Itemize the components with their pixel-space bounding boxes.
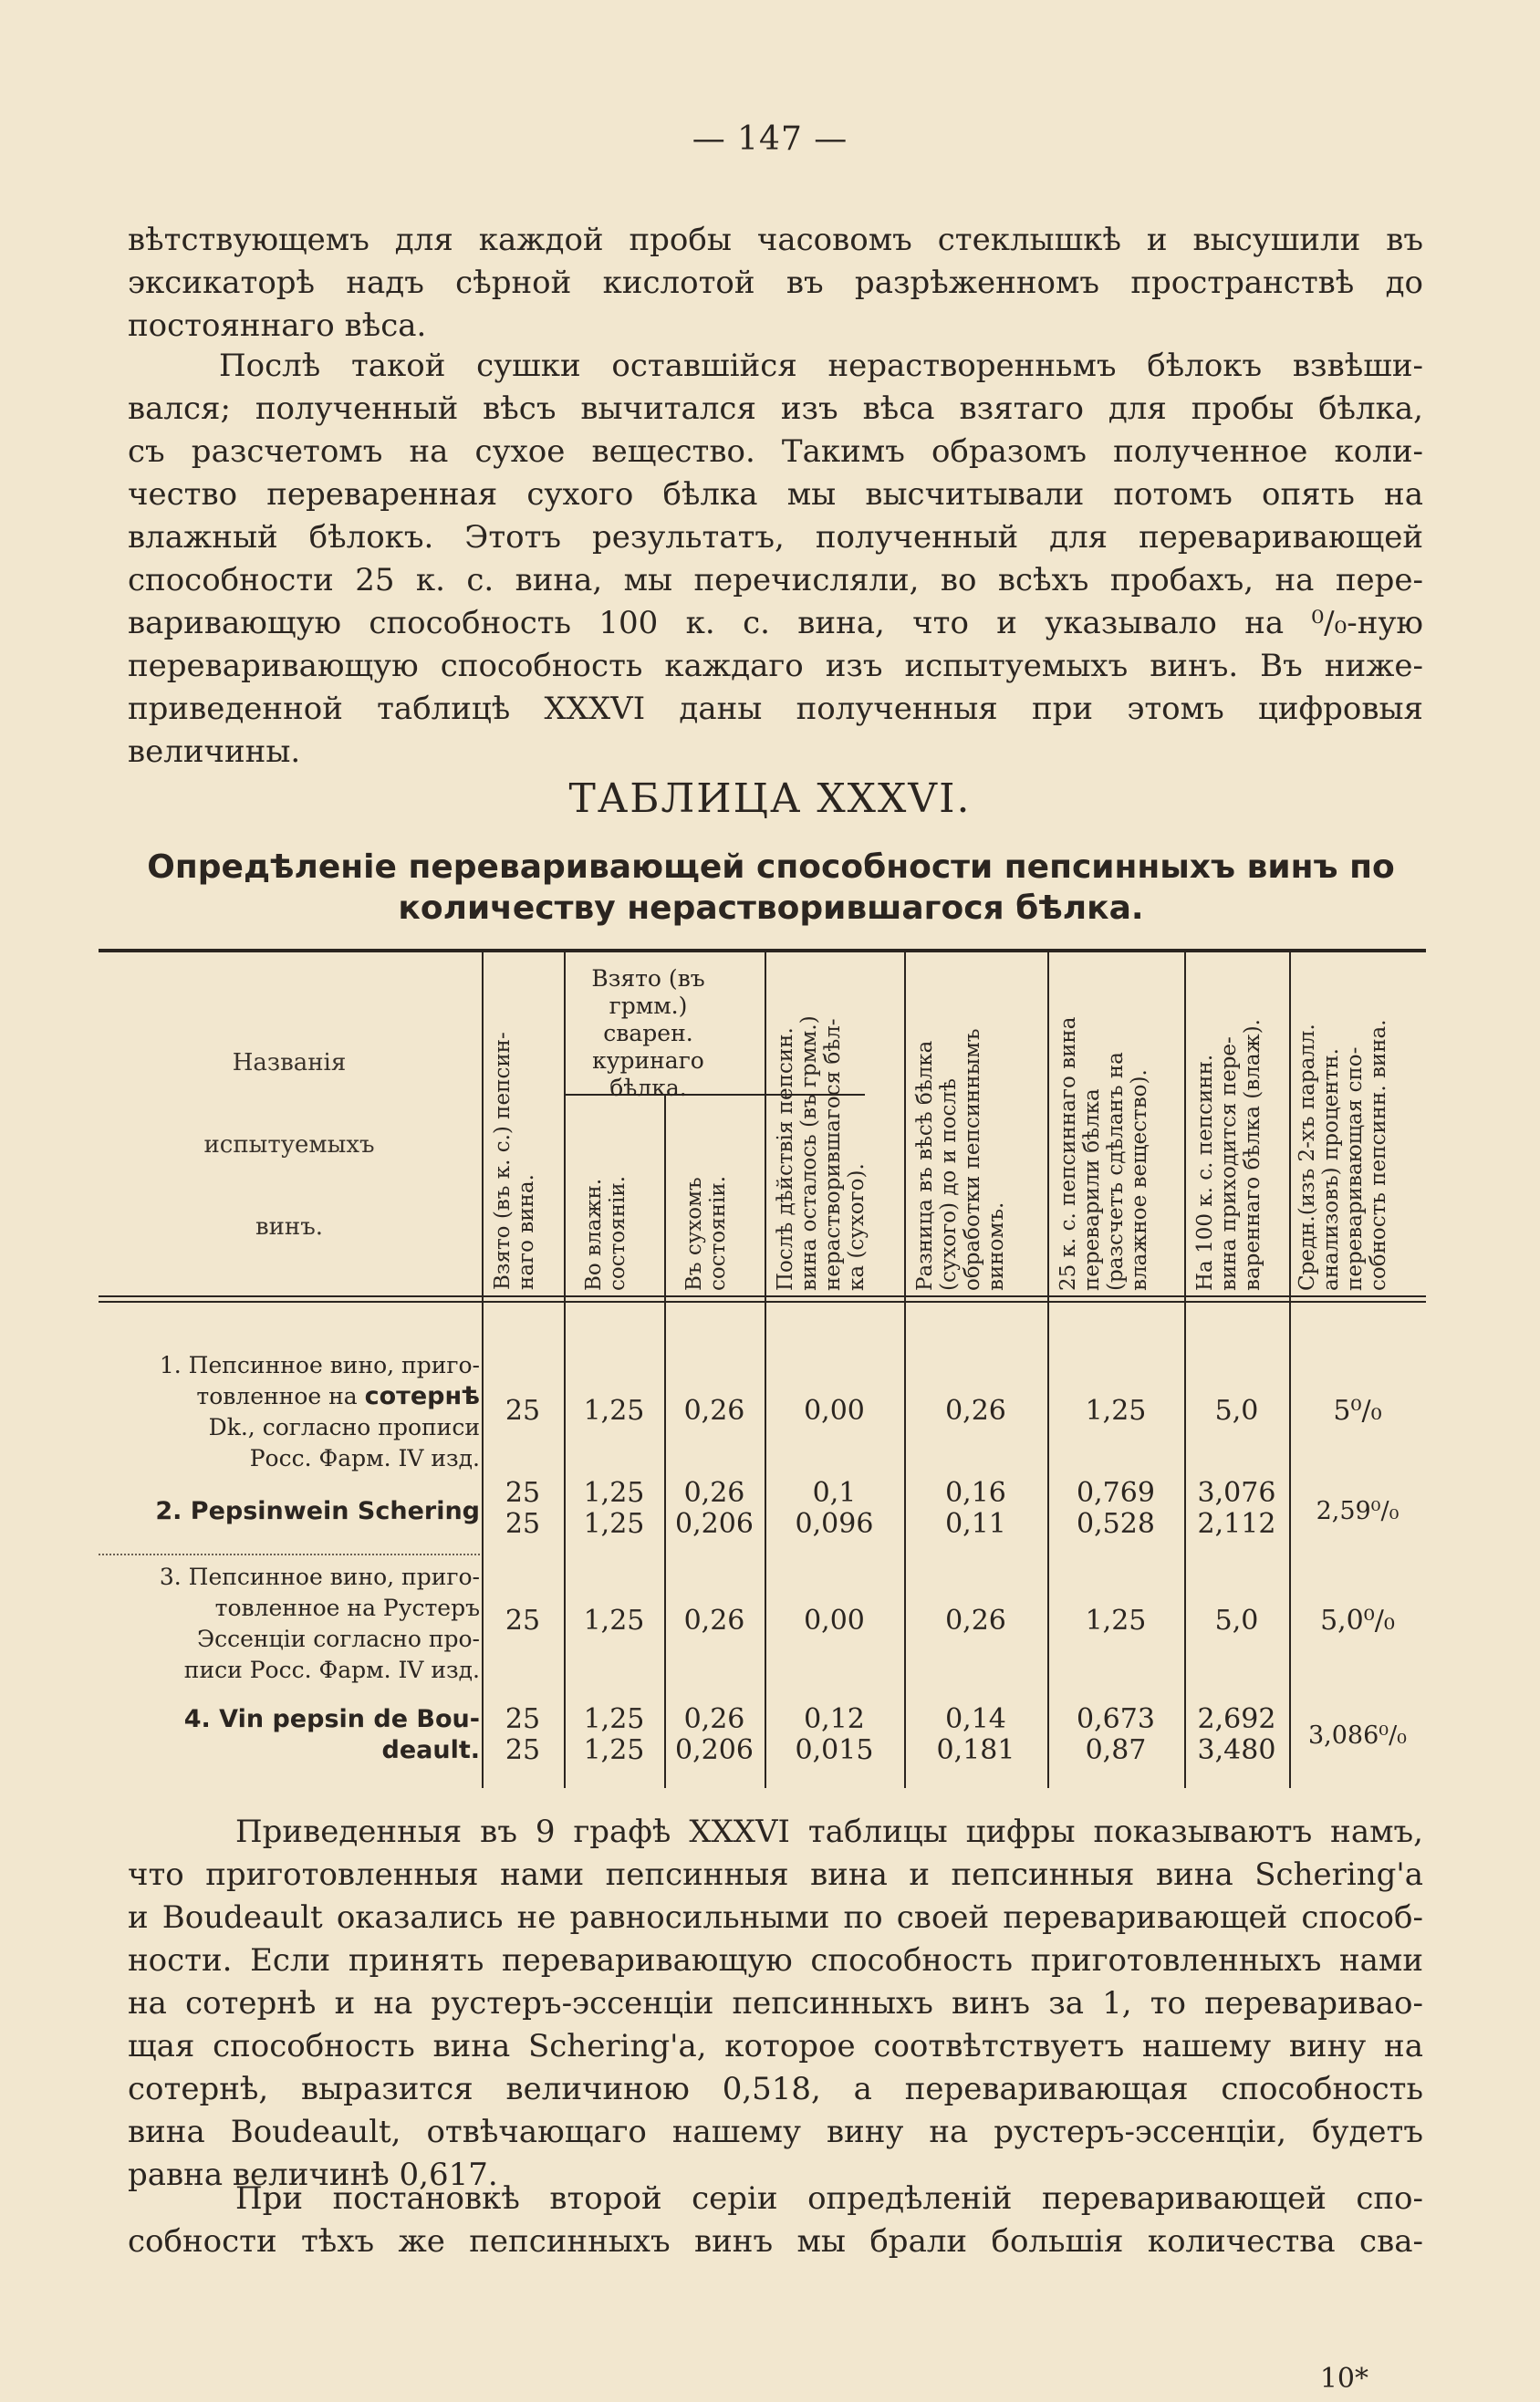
header-difference xyxy=(913,958,1008,1291)
cell: 5,0 xyxy=(1214,1605,1259,1637)
cell: 25 xyxy=(505,1477,541,1509)
row-name-line: Росс. Фарм. IV изд. xyxy=(249,1445,480,1471)
col-rule xyxy=(1184,949,1186,1788)
header-text-line: Во влажн. xyxy=(582,1178,606,1291)
header-average xyxy=(1295,958,1390,1291)
header-text: испытуемыхъ xyxy=(203,1131,375,1159)
text-line: способности 25 к. с. вина, мы перечисляли, во всѣхъ пробахъ, на пере- xyxy=(128,562,1423,598)
text-line: что приготовленныя нами пепсинныя вина и пепсинныя вина Schering'a xyxy=(128,1856,1423,1893)
header-text: Взято (въ xyxy=(591,965,705,992)
cell: 0,26 xyxy=(683,1477,745,1509)
text-line: При постановкѣ второй серіи опредѣленій переваривающей спо- xyxy=(235,2180,1423,2217)
signature-mark: 10* xyxy=(1319,2363,1368,2395)
cell: 1,25 xyxy=(1085,1395,1147,1427)
cell: 0,015 xyxy=(795,1734,874,1766)
row-name-line: Dk., согласно прописи xyxy=(208,1414,480,1440)
header-text-line: Разница въ вѣсѣ бѣлка xyxy=(913,1040,937,1291)
header-remaining xyxy=(774,958,869,1291)
col-rule xyxy=(1289,949,1291,1788)
row-1-name xyxy=(99,1350,480,1474)
paragraph-2 xyxy=(128,345,1423,774)
header-text-line: анализовъ) процентн. xyxy=(1319,1048,1343,1291)
text-line: съ разсчетомъ на сухое вещество. Такимъ образомъ полученное коли- xyxy=(128,433,1423,470)
table-header-rule-2 xyxy=(99,1301,1426,1303)
header-dry-state xyxy=(682,1104,730,1291)
cell: 0,096 xyxy=(795,1508,874,1540)
cell: 3,076 xyxy=(1197,1477,1276,1509)
header-per-100 xyxy=(1193,958,1264,1291)
cell: 0,206 xyxy=(675,1734,754,1766)
header-text-line: Взято (въ к. с.) пепсин- xyxy=(491,1032,515,1290)
header-text-line: вареннаго бѣлка (влаж). xyxy=(1241,1019,1264,1291)
paragraph-4 xyxy=(128,2178,1423,2263)
cell: 25 xyxy=(505,1703,541,1735)
data-table xyxy=(99,949,1426,1788)
cell: 0,00 xyxy=(804,1395,865,1427)
col-rule xyxy=(765,949,766,1788)
cell: 1,25 xyxy=(1085,1605,1147,1637)
text-line: вался; полученный вѣсъ вычитался изъ вѣса взятаго для пробы бѣлка, xyxy=(128,390,1423,427)
header-wine-names xyxy=(99,1022,480,1268)
cell: 0,14 xyxy=(945,1703,1006,1735)
text-line: варивающую способность 100 к. с. вина, что и указывало на ⁰/₀-ную xyxy=(128,605,1423,641)
header-text-line: (разсчетъ сдѣланъ на xyxy=(1104,1052,1128,1291)
cell: 25 xyxy=(505,1734,541,1766)
row-name-line: товленное на Рустеръ xyxy=(214,1595,480,1621)
header-wine-volume xyxy=(491,962,538,1290)
table-subtitle: Опредѣленіе переваривающей способности пепсинныхъ винъ по количеству нерастворившагося бѣлка. xyxy=(147,848,1395,927)
text-line: постояннаго вѣса. xyxy=(128,307,427,344)
header-text-line: наго вина. xyxy=(515,1174,538,1290)
cell: 1,25 xyxy=(583,1734,645,1766)
header-text-line: переварили бѣлка xyxy=(1080,1088,1104,1291)
cell: 0,528 xyxy=(1077,1508,1155,1540)
row-name-line: deault. xyxy=(381,1736,480,1764)
header-text: винъ. xyxy=(255,1213,324,1241)
row-name-line: 3. Пепсинное вино, приго- xyxy=(159,1564,480,1590)
text-line: Приведенныя въ 9 графѣ XXXVI таблицы цифры показываютъ намъ, xyxy=(235,1814,1423,1850)
header-text-line: 25 к. с. пепсиннаго вина xyxy=(1056,1016,1080,1291)
table-header-rule xyxy=(99,1295,1426,1297)
text-line: величины. xyxy=(128,733,301,770)
header-text: куринаго xyxy=(592,1047,704,1074)
col-rule xyxy=(664,1096,666,1788)
row-name-line: товленное на сотернѣ xyxy=(196,1382,480,1410)
header-text-line: вина приходится пере- xyxy=(1217,1036,1241,1291)
row-name-line: писи Росс. Фарм. IV изд. xyxy=(183,1657,480,1683)
header-text-line: ка (сухого). xyxy=(845,1163,869,1291)
cell: 0,16 xyxy=(945,1477,1006,1509)
row-name-line: 1. Пепсинное вино, приго- xyxy=(159,1352,480,1378)
text-line: вина Boudeault, отвѣчающаго нашему вину на рустеръ-эссенціи, будетъ xyxy=(128,2114,1423,2150)
cell: 1,25 xyxy=(583,1703,645,1735)
header-text-line: собность пепсинн. вина. xyxy=(1367,1019,1390,1291)
col-rule xyxy=(482,949,484,1788)
header-text-line: состояніи. xyxy=(706,1175,730,1291)
col-rule xyxy=(904,949,906,1788)
header-wet-state xyxy=(582,1104,630,1291)
row-3-name xyxy=(99,1562,480,1686)
cell: 0,673 xyxy=(1077,1703,1155,1735)
cell: 25 xyxy=(505,1508,541,1540)
row-name-emph: сотернѣ xyxy=(364,1382,480,1410)
header-text-line: Въ сухомъ xyxy=(682,1177,706,1291)
table-top-rule xyxy=(99,949,1426,952)
header-text: грмм.) сварен. xyxy=(603,993,693,1046)
cell: 0,26 xyxy=(945,1395,1006,1427)
cell: 2,112 xyxy=(1197,1508,1276,1540)
header-text-line: виномъ. xyxy=(984,1201,1008,1291)
text-line: и Boudeault оказались не равносильными по своей переваривающей способ- xyxy=(128,1899,1423,1936)
header-text-line: На 100 к. с. пепсинн. xyxy=(1193,1054,1217,1291)
text-line: влажный бѣлокъ. Этотъ результатъ, полученный для переваривающей xyxy=(128,519,1423,556)
text-line: Послѣ такой сушки оставшійся нерастворенньмъ бѣлокъ взвѣши- xyxy=(219,348,1423,384)
header-text-line: Средн.(изъ 2-хъ паралл. xyxy=(1295,1024,1319,1291)
cell: 1,25 xyxy=(583,1395,645,1427)
row-name-line: Эссенціи согласно про- xyxy=(196,1626,480,1652)
header-text-line: обработки пепсиннымъ xyxy=(961,1028,984,1291)
header-text: бѣлка. xyxy=(609,1075,687,1101)
text-line: эксикаторѣ надъ сѣрной кислотой въ разрѣженномъ пространствѣ до xyxy=(128,265,1423,301)
cell: 0,206 xyxy=(675,1508,754,1540)
text-line: чество переваренная сухого бѣлка мы высчитывали потомъ опять на xyxy=(128,476,1423,513)
cell: 5⁰/₀ xyxy=(1333,1395,1382,1427)
text-line: приведенной таблицѣ XXXVI даны полученныя при этомъ цифровыя xyxy=(128,691,1423,727)
text-line: собности тѣхъ же пепсинныхъ винъ мы брали большія количества сва- xyxy=(128,2223,1423,2260)
cell: 25 xyxy=(505,1605,541,1637)
cell: 0,12 xyxy=(804,1703,865,1735)
paragraph-1 xyxy=(128,219,1423,348)
cell: 0,26 xyxy=(683,1395,745,1427)
row-4-name xyxy=(99,1704,480,1766)
header-text-line: Послѣ дѣйствія пепсин. xyxy=(774,1027,797,1291)
cell: 5,0⁰/₀ xyxy=(1320,1605,1395,1637)
cell: 0,1 xyxy=(812,1477,857,1509)
text-line: вѣтствующемъ для каждой пробы часовомъ стеклышкѣ и высушили въ xyxy=(128,222,1423,258)
header-protein-taken xyxy=(564,965,733,1102)
cell: 2,692 xyxy=(1197,1703,1276,1735)
paragraph-3 xyxy=(128,1811,1423,2197)
cell: 0,00 xyxy=(804,1605,865,1637)
cell: 0,26 xyxy=(683,1703,745,1735)
cell: 2,59⁰/₀ xyxy=(1316,1497,1400,1525)
header-text-line: переваривающая спо- xyxy=(1343,1046,1367,1291)
header-text-line: состояніи. xyxy=(606,1175,630,1291)
cell: 0,87 xyxy=(1085,1734,1147,1766)
cell: 1,25 xyxy=(583,1477,645,1509)
header-text-line: нерастворившагося бѣл- xyxy=(821,1018,845,1291)
cell: 1,25 xyxy=(583,1605,645,1637)
header-text-line: (сухого) до и послѣ xyxy=(937,1078,961,1291)
text-line: равна величинѣ 0,617. xyxy=(128,2157,498,2193)
header-text-line: вина осталось (въ грмм.) xyxy=(797,1015,821,1291)
text-line: сотернѣ, выразится величиною 0,518, а переваривающая способность xyxy=(128,2071,1423,2107)
cell: 3,480 xyxy=(1197,1734,1276,1766)
cell: 1,25 xyxy=(583,1508,645,1540)
cell: 25 xyxy=(505,1395,541,1427)
row-name-line: 4. Vin pepsin de Bou- xyxy=(183,1705,480,1733)
cell: 0,26 xyxy=(945,1605,1006,1637)
header-digested-25 xyxy=(1056,958,1151,1291)
table-title: ТАБЛИЦА XXXVI. xyxy=(568,775,972,822)
row-2-name xyxy=(99,1496,480,1527)
cell: 0,181 xyxy=(936,1734,1015,1766)
cell: 3,086⁰/₀ xyxy=(1307,1721,1408,1750)
text-line: ности. Если принять переваривающую способность приготовленныхъ нами xyxy=(128,1942,1423,1979)
cell: 5,0 xyxy=(1214,1395,1259,1427)
page-number: — 147 — xyxy=(692,120,848,158)
cell: 0,11 xyxy=(945,1508,1006,1540)
row-name-line: 2. Pepsinwein Schering xyxy=(155,1497,480,1525)
cell: 0,769 xyxy=(1077,1477,1155,1509)
row-divider xyxy=(99,1554,480,1555)
header-text-line: влажное вещество). xyxy=(1128,1069,1151,1291)
col-rule xyxy=(1047,949,1049,1788)
text-line: на сотернѣ и на рустеръ-эссенціи пепсинныхъ винъ за 1, то переваривао- xyxy=(128,1985,1423,2022)
text-line: щая способность вина Schering'a, которое соотвѣтствуетъ нашему вину на xyxy=(128,2028,1423,2064)
header-text: Названія xyxy=(232,1049,347,1076)
cell: 0,26 xyxy=(683,1605,745,1637)
text-line: переваривающую способность каждаго изъ испытуемыхъ винъ. Въ ниже- xyxy=(128,648,1423,684)
